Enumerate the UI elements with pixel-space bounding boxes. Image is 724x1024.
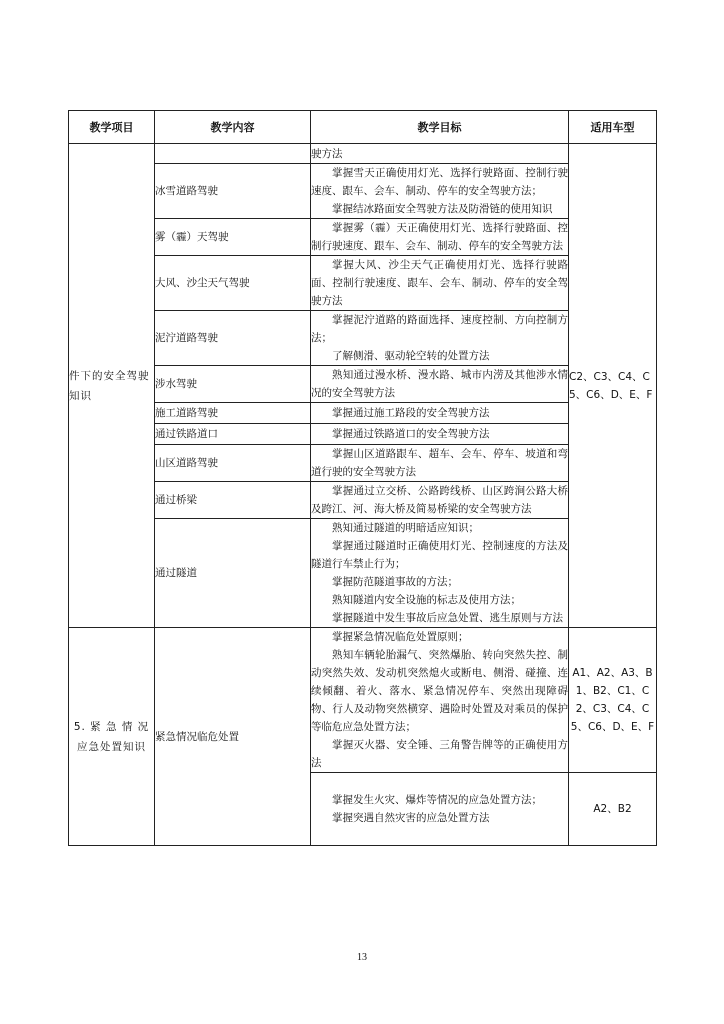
content-cell: 大风、沙尘天气驾驶: [155, 256, 311, 311]
goal-cell: [311, 519, 569, 628]
table-row: [69, 628, 657, 773]
goal-line: 掌握雪天正确使用灯光、选择行驶路面、控制行驶速度、跟车、会车、制动、停车的安全驾驶方法；: [311, 167, 568, 197]
content-cell: 通过铁路道口: [155, 424, 311, 445]
goal-cell: [311, 628, 569, 773]
goal-line: 掌握山区道路跟车、超车、会车、停车、坡道和弯道行驶的安全驾驶方法: [311, 448, 568, 478]
header-project: 教学项目: [69, 111, 155, 144]
goal-line: 熟知车辆轮胎漏气、突然爆胎、转向突然失控、制动突然失效、发动机突然熄火或断电、侧滑、碰撞、连续倾翻、着火、落水、紧急情况停车、突然出现障碍物、行人及动物突然横穿、遇险时处置及对乘员的保护等临危应急处置方法；: [311, 649, 568, 733]
header-content: 教学内容: [155, 111, 311, 144]
content-cell: 紧急情况临危处置: [155, 628, 311, 846]
goal-cell: [311, 311, 569, 366]
goal-cell: [311, 144, 569, 164]
project-cell: 件下的安全驾驶知识: [69, 144, 155, 628]
goal-line: 掌握灭火器、安全锤、三角警告牌等的正确使用方法: [311, 739, 568, 769]
page-number: 13: [357, 952, 367, 963]
teaching-table: [68, 110, 657, 846]
vehicle-cell: A1、A2、A3、B1、B2、C1、C2、C3、C4、C5、C6、D、E、F: [569, 628, 657, 773]
table-row: [69, 311, 657, 366]
table-row: [69, 219, 657, 256]
content-cell: 雾（霾）天驾驶: [155, 219, 311, 256]
goal-line: 掌握防范隧道事故的方法；: [332, 576, 458, 588]
content-cell: 冰雪道路驾驶: [155, 164, 311, 219]
goal-line: 掌握通过施工路段的安全驾驶方法: [332, 407, 490, 419]
goal-line: 掌握泥泞道路的路面选择、速度控制、方向控制方法；: [311, 314, 568, 344]
vehicle-cell: C2、C3、C4、C5、C6、D、E、F: [569, 144, 657, 628]
goal-cell: [311, 256, 569, 311]
table-row: [69, 445, 657, 482]
goal-line: 掌握雾（霾）天正确使用灯光、选择行驶路面、控制行驶速度、跟车、会车、制动、停车的安全驾驶方法: [311, 222, 568, 252]
header-goal: 教学目标: [311, 111, 569, 144]
goal-line: 掌握突遇自然灾害的应急处置方法: [332, 812, 490, 824]
goal-line: 掌握隧道中发生事故后应急处置、逃生原则与方法: [332, 612, 563, 624]
table-row: [69, 164, 657, 219]
goal-cell: [311, 424, 569, 445]
project-cell: 5. 紧 急 情 况 应急处置知识: [69, 628, 155, 846]
goal-cell: [311, 773, 569, 846]
goal-line: 了解侧滑、驱动轮空转的处置方法: [332, 350, 490, 362]
goal-cell: [311, 366, 569, 403]
table-row: [69, 482, 657, 519]
content-cell: 山区道路驾驶: [155, 445, 311, 482]
vehicle-cell: A2、B2: [569, 773, 657, 846]
goal-cell: [311, 164, 569, 219]
table-row: [69, 256, 657, 311]
goal-line: 掌握紧急情况临危处置原则；: [332, 631, 469, 643]
content-cell: 泥泞道路驾驶: [155, 311, 311, 366]
content-cell: 施工道路驾驶: [155, 403, 311, 424]
goal-line: 掌握通过铁路道口的安全驾驶方法: [332, 428, 490, 440]
table-row: [69, 403, 657, 424]
content-cell: 涉水驾驶: [155, 366, 311, 403]
table-row: [69, 424, 657, 445]
header-vehicle: 适用车型: [569, 111, 657, 144]
table-row: [69, 519, 657, 628]
goal-line: 掌握通过隧道时正确使用灯光、控制速度的方法及隧道行车禁止行为；: [311, 540, 568, 570]
goal-line: 掌握大风、沙尘天气正确使用灯光、选择行驶路面、控制行驶速度、跟车、会车、制动、停车的安全驾驶方法: [311, 259, 568, 307]
content-cell: 通过桥梁: [155, 482, 311, 519]
table-row: [69, 144, 657, 164]
table-header-row: [69, 111, 657, 144]
goal-line: 掌握发生火灾、爆炸等情况的应急处置方法；: [332, 794, 542, 806]
goal-line: 熟知通过隧道的明暗适应知识；: [332, 522, 479, 534]
goal-line: 驶方法: [311, 147, 343, 160]
goal-line: 掌握结冰路面安全驾驶方法及防滑链的使用知识: [332, 203, 553, 215]
goal-cell: [311, 219, 569, 256]
goal-cell: [311, 445, 569, 482]
goal-line: 熟知隧道内安全设施的标志及使用方法；: [332, 594, 521, 606]
goal-cell: [311, 482, 569, 519]
content-cell: [155, 144, 311, 164]
goal-line: 熟知通过漫水桥、漫水路、城市内涝及其他涉水情况的安全驾驶方法: [311, 369, 568, 399]
goal-line: 掌握通过立交桥、公路跨线桥、山区跨涧公路大桥及跨江、河、海大桥及简易桥梁的安全驾驶方法: [311, 485, 568, 515]
content-cell: 通过隧道: [155, 519, 311, 628]
goal-cell: [311, 403, 569, 424]
